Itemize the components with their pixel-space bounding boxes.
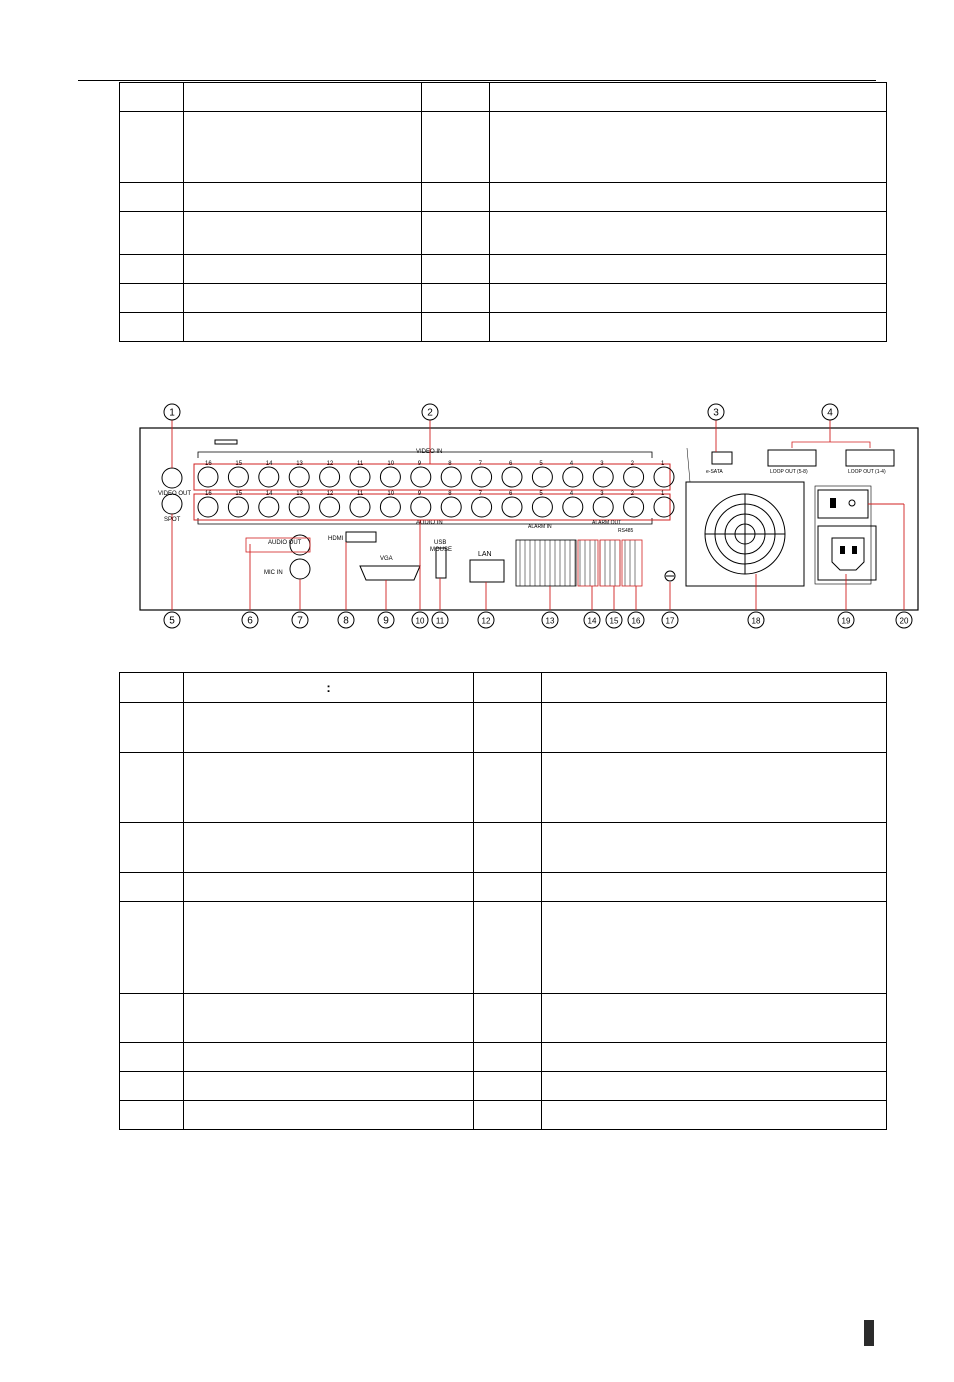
audio-out-label: AUDIO OUT <box>268 540 302 546</box>
callout-number: 12 <box>481 616 491 626</box>
table-cell <box>422 183 490 212</box>
callout-number: 2 <box>427 407 433 419</box>
table-cell <box>474 703 542 753</box>
table-cell <box>490 112 887 183</box>
table-cell <box>120 873 184 902</box>
callout-number: 13 <box>545 616 555 626</box>
mic-in-label: MIC IN <box>264 570 283 576</box>
table-row <box>120 823 887 873</box>
video-out-label: VIDEO OUT <box>158 491 192 497</box>
callout-number: 5 <box>169 615 175 627</box>
audio-in-bnc <box>654 497 674 517</box>
table-row <box>120 1101 887 1130</box>
mic-in-connector <box>290 559 310 579</box>
video-in-bnc <box>624 467 644 487</box>
channel-number: 5 <box>539 491 543 497</box>
table-cell <box>120 112 184 183</box>
callout-number: 10 <box>415 616 425 626</box>
channel-number: 8 <box>448 461 452 467</box>
callout-number: 8 <box>343 615 349 627</box>
audio-in-bnc <box>441 497 461 517</box>
table-cell <box>422 284 490 313</box>
channel-number: 4 <box>569 491 574 497</box>
table-row <box>120 994 887 1043</box>
table-cell <box>120 284 184 313</box>
callout-number: 14 <box>587 616 597 626</box>
vga-label: VGA <box>380 556 393 562</box>
table-cell <box>474 902 542 994</box>
table-row <box>120 673 887 703</box>
table-cell <box>474 1072 542 1101</box>
table-cell <box>120 753 184 823</box>
table-cell <box>474 753 542 823</box>
table-cell <box>184 1043 474 1072</box>
channel-number: 6 <box>509 491 513 497</box>
video-in-bnc <box>259 467 279 487</box>
table-cell <box>120 902 184 994</box>
hdmi-port <box>346 532 376 542</box>
channel-number: 11 <box>357 461 364 467</box>
video-in-bnc <box>532 467 552 487</box>
table-row <box>120 112 887 183</box>
audio-in-bnc <box>380 497 400 517</box>
callout-number: 15 <box>609 616 619 626</box>
mouse-label: MOUSE <box>430 547 453 553</box>
callout-number: 7 <box>297 615 303 627</box>
alarm-in-label: ALARM IN <box>528 524 552 530</box>
audio-in-bnc <box>472 497 492 517</box>
channel-number: 14 <box>265 461 273 467</box>
callout-number: 20 <box>899 616 909 626</box>
video-in-bnc <box>441 467 461 487</box>
table-row <box>120 255 887 284</box>
table-row <box>120 703 887 753</box>
table-cell <box>474 673 542 703</box>
table-cell <box>474 1043 542 1072</box>
table-cell <box>184 112 422 183</box>
table-row <box>120 902 887 994</box>
audio-in-bnc <box>563 497 583 517</box>
table-cell <box>120 673 184 703</box>
table-cell <box>474 1101 542 1130</box>
table-cell <box>422 313 490 342</box>
channel-number: 4 <box>569 461 574 467</box>
video-in-bnc <box>654 467 674 487</box>
callout-number: 6 <box>247 615 253 627</box>
callout-number: 17 <box>665 616 675 626</box>
callout-lines <box>172 420 904 610</box>
table-row <box>120 83 887 112</box>
table-cell <box>184 1101 474 1130</box>
table-row <box>120 753 887 823</box>
audio-in-bnc <box>350 497 370 517</box>
table-row <box>120 1072 887 1101</box>
table-cell <box>490 313 887 342</box>
table-cell <box>120 313 184 342</box>
audio-in-bnc <box>289 497 309 517</box>
power-switch <box>818 490 868 518</box>
table-cell <box>120 183 184 212</box>
power-socket <box>818 526 876 580</box>
channel-number: 6 <box>509 461 513 467</box>
table-cell <box>490 212 887 255</box>
video-in-label: VIDEO IN <box>416 449 443 455</box>
table-cell <box>184 255 422 284</box>
audio-in-bnc <box>228 497 248 517</box>
video-in-bnc <box>472 467 492 487</box>
callout-number: 1 <box>169 407 175 419</box>
table-cell <box>120 212 184 255</box>
channel-number: 7 <box>478 461 482 467</box>
alarm-terminal-lines <box>520 540 635 586</box>
channel-number: 12 <box>326 461 334 467</box>
callout-number: 18 <box>751 616 761 626</box>
audio-in-bnc <box>259 497 279 517</box>
audio-in-bnc <box>624 497 644 517</box>
channel-number: 10 <box>387 461 395 467</box>
channel-number: 16 <box>205 461 212 467</box>
channel-number: 10 <box>387 491 395 497</box>
table-cell <box>542 1101 887 1130</box>
rear-panel-diagram <box>120 398 920 638</box>
channel-number: 3 <box>600 461 604 467</box>
channel-number: 14 <box>265 491 273 497</box>
bottom-table <box>119 672 887 1130</box>
callout-number: 11 <box>435 616 445 626</box>
table-cell <box>120 83 184 112</box>
spot-label: SPOT <box>164 517 181 523</box>
table-cell <box>184 83 422 112</box>
header-rule <box>78 80 876 81</box>
audio-in-label: AUDIO IN <box>416 520 443 526</box>
table-cell <box>542 823 887 873</box>
video-in-bnc <box>289 467 309 487</box>
table-cell <box>120 994 184 1043</box>
table-cell <box>474 994 542 1043</box>
channel-number: 1 <box>661 461 665 467</box>
audio-in-bnc <box>411 497 431 517</box>
video-in-bnc <box>593 467 613 487</box>
table-row <box>120 313 887 342</box>
lan-port <box>470 560 504 582</box>
loop-out-b-port <box>846 450 894 466</box>
channel-number: 16 <box>205 491 212 497</box>
table-cell <box>542 1072 887 1101</box>
audio-in-bnc <box>593 497 613 517</box>
table-cell <box>184 212 422 255</box>
table-cell <box>422 255 490 284</box>
channel-number: 5 <box>539 461 543 467</box>
table-cell <box>184 1072 474 1101</box>
vga-port <box>360 566 420 580</box>
table-cell <box>490 284 887 313</box>
table-cell <box>184 994 474 1043</box>
callout-number: 16 <box>631 616 641 626</box>
video-in-bnc <box>502 467 522 487</box>
table-cell <box>490 183 887 212</box>
table-cell <box>120 823 184 873</box>
table-header-colon: : <box>184 673 474 703</box>
audio-in-bnc <box>320 497 340 517</box>
table-cell <box>542 703 887 753</box>
table-cell <box>184 873 474 902</box>
table-cell <box>184 753 474 823</box>
audio-in-bnc <box>502 497 522 517</box>
table-row <box>120 212 887 255</box>
loop-out-b-label: LOOP OUT (1-4) <box>848 469 886 475</box>
esata-port <box>712 452 732 464</box>
channel-number: 2 <box>630 491 634 497</box>
channel-number: 2 <box>630 461 634 467</box>
table-cell <box>120 703 184 753</box>
table-cell <box>422 112 490 183</box>
channel-number: 15 <box>235 491 243 497</box>
table-cell <box>542 753 887 823</box>
top-table <box>119 82 887 342</box>
table-cell <box>184 313 422 342</box>
audio-in-bnc <box>198 497 218 517</box>
table-row <box>120 183 887 212</box>
lan-label: LAN <box>478 551 492 558</box>
callout-number: 3 <box>713 407 719 419</box>
video-in-bnc <box>320 467 340 487</box>
esata-label: e-SATA <box>706 469 723 475</box>
channel-number: 8 <box>448 491 452 497</box>
channel-number: 3 <box>600 491 604 497</box>
channel-number: 15 <box>235 461 243 467</box>
video-in-bnc <box>563 467 583 487</box>
table-cell <box>422 83 490 112</box>
table-cell <box>120 1072 184 1101</box>
callout-number: 19 <box>841 616 851 626</box>
loop-out-a-label: LOOP OUT (5-8) <box>770 469 808 475</box>
video-in-bnc <box>411 467 431 487</box>
table-cell <box>184 902 474 994</box>
channel-number: 1 <box>661 491 665 497</box>
chassis-outline <box>140 428 918 610</box>
video-in-bnc <box>198 467 218 487</box>
hdmi-label: HDMI <box>328 536 344 542</box>
table-cell <box>184 183 422 212</box>
table-cell <box>490 83 887 112</box>
table-cell <box>120 1101 184 1130</box>
callout-number: 9 <box>383 615 389 627</box>
table-cell <box>120 1043 184 1072</box>
table-cell <box>542 994 887 1043</box>
video-in-bnc <box>380 467 400 487</box>
channel-number: 7 <box>478 491 482 497</box>
channel-number: 13 <box>296 461 303 467</box>
table-row <box>120 1043 887 1072</box>
table-row <box>120 873 887 902</box>
table-cell <box>184 284 422 313</box>
page-marker <box>864 1320 874 1346</box>
table-cell <box>422 212 490 255</box>
audio-in-bnc <box>532 497 552 517</box>
bnc-connector-rows <box>198 461 674 517</box>
rs485-label: RS485 <box>618 528 634 534</box>
table-cell <box>542 873 887 902</box>
table-row <box>120 284 887 313</box>
table-cell <box>542 673 887 703</box>
table-cell <box>474 823 542 873</box>
table-cell <box>184 823 474 873</box>
channel-number: 9 <box>417 491 422 497</box>
usb-label: USB <box>434 540 447 546</box>
table-cell <box>542 902 887 994</box>
table-cell <box>184 703 474 753</box>
table-cell <box>490 255 887 284</box>
table-cell <box>542 1043 887 1072</box>
video-in-bnc <box>350 467 370 487</box>
table-cell <box>474 873 542 902</box>
video-in-bnc <box>228 467 248 487</box>
alarm-out-label: ALARM OUT <box>592 520 622 526</box>
channel-number: 12 <box>326 491 334 497</box>
callout-number: 4 <box>827 407 833 419</box>
chassis-slot <box>215 440 237 444</box>
table-cell <box>120 255 184 284</box>
channel-number: 9 <box>417 461 422 467</box>
channel-number: 13 <box>296 491 303 497</box>
channel-number: 11 <box>357 491 364 497</box>
loop-out-a-port <box>768 450 816 466</box>
